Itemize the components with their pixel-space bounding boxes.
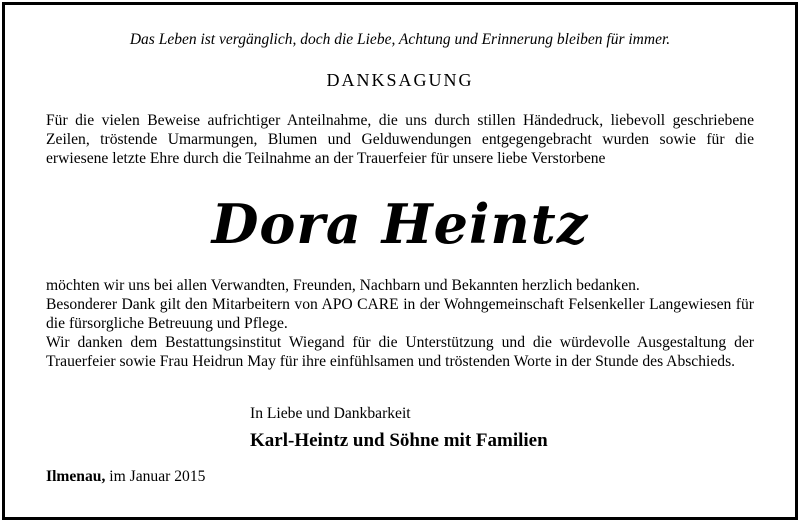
thanks-paragraph xyxy=(46,276,754,371)
heading: DANKSAGUNG xyxy=(326,70,474,90)
place-date xyxy=(46,468,205,486)
closing-phrase: In Liebe und Dankbarkeit xyxy=(250,405,411,422)
motto: Das Leben ist vergänglich, doch die Liebe, Achtung und Erinnerung bleiben für immer. xyxy=(129,31,671,48)
date: im Januar 2015 xyxy=(109,468,206,485)
deceased-name: Dora Heintz xyxy=(211,192,589,256)
place: Ilmenau, xyxy=(46,468,106,485)
intro-paragraph: Für die vielen Beweise aufrichtiger Anteilnahme, die uns durch stillen Händedruck, liebevoll geschriebene Zeilen, tröstende Umarmungen, Blumen und Gelduwendungen entgegengebracht wurden sowie für die erwiesene letzte Ehre durch die Teilnahme an der Trauerfeier für unsere liebe Verstorbene xyxy=(46,112,754,167)
thanks-line: Wir danken dem Bestattungsinstitut Wiegand für die Unterstützung und die würdevolle Ausgestaltung der Trauerfeier sowie Frau Heidrun May für ihre einfühlsamen und tröstenden Worte in der Stunde des Abschieds. xyxy=(46,334,754,370)
thanks-line: Besonderer Dank gilt den Mitarbeitern von APO CARE in der Wohngemeinschaft Felsenkeller Langewiesen für die fürsorgliche Betreuung und Pflege. xyxy=(46,296,754,332)
thanks-line: möchten wir uns bei allen Verwandten, Freunden, Nachbarn und Bekannten herzlich bedanken. xyxy=(46,277,640,294)
family-signature: Karl-Heintz und Söhne mit Familien xyxy=(250,430,548,451)
